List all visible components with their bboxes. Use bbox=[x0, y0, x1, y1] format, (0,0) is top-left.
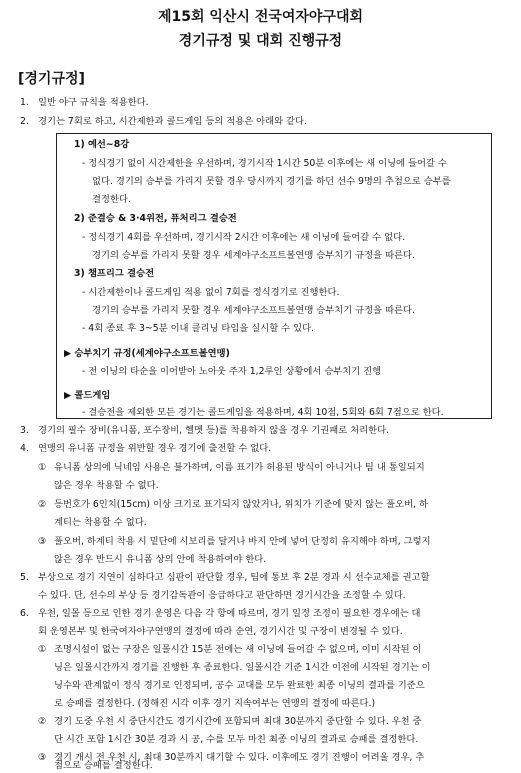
item-text-5: 수 있다. 단, 선수의 부상 등 경기감독관이 응급하다고 판단하면 경기시간을 조정할 수 있다. bbox=[38, 590, 406, 601]
rule-line: - 전 이닝의 타순을 이어받아 노아웃 주자 1,2루인 상황에서 승부치기 진행 bbox=[82, 366, 382, 377]
sub-line: 첨으로 승패를 결정한다. bbox=[54, 760, 153, 771]
sub-mark: ① bbox=[38, 644, 47, 655]
sub-line: 계티는 착용할 수 없다. bbox=[54, 517, 147, 528]
sub-line: 경기 개시 전 우천 시, 최대 30분까지 대기할 수 있다. 이후에도 경기 진행이 어려울 경우, 추 bbox=[54, 752, 425, 763]
item-number-2: 2. bbox=[20, 116, 29, 127]
sub-line: 않은 경우 착용할 수 없다. bbox=[54, 480, 159, 491]
sub-line: 닝은 일몰시간까지 경기를 진행한 후 종료한다. 일몰시간 기준 1시간 이전에 시작된 경기는 이 bbox=[54, 662, 431, 673]
item-number-1: 1. bbox=[20, 97, 29, 108]
sub-line: 단 시간 포함 1시간 30분 경과 시 공, 수를 모두 마친 최종 이닝의 결과로 승패를 결정한다. bbox=[54, 734, 419, 745]
rule-heading-preliminary: 1) 예선~8강 bbox=[74, 139, 130, 150]
item-number-5: 5. bbox=[20, 572, 29, 583]
sub-line: 경기 도중 우천 시 중단시간도 경기시간에 포함되며 최대 30분까지 중단할 수 있다. 우천 중 bbox=[54, 716, 422, 727]
sub-line: 않은 경우 반드시 유니폼 상의 안에 착용하여야 한다. bbox=[54, 554, 267, 565]
rule-line: 없다. 경기의 승부를 가리지 못할 경우 당시까지 경기를 하던 선수 9명의 추첨으로 승부를 bbox=[92, 176, 451, 187]
item-text-4: 연맹의 유니폼 규정을 위반할 경우 경기에 출전할 수 없다. bbox=[38, 443, 272, 454]
sub-mark: ① bbox=[38, 462, 47, 473]
sub-line: 조명시설이 없는 구장은 일몰시간 15분 전에는 새 이닝에 들어갈 수 없으며, 이미 시작된 이 bbox=[54, 644, 422, 655]
item-number-3: 3. bbox=[20, 425, 29, 436]
sub-mark: ② bbox=[38, 716, 47, 727]
sub-mark: ② bbox=[38, 499, 47, 510]
item-text-2: 경기는 7회로 하고, 시간제한과 콜드게임 등의 적용은 아래와 같다. bbox=[38, 116, 307, 127]
item-text-3: 경기의 필수 장비(유니폼, 포수장비, 헬멧 등)를 착용하지 않을 경우 기권패로 처리한다. bbox=[38, 425, 390, 436]
document-subtitle: 경기규정 및 대회 진행규정 bbox=[178, 33, 343, 49]
rule-line: - 결승전을 제외한 모든 경기는 콜드게임을 적용하며, 4회 10점, 5회와 6회 7점으로 한다. bbox=[82, 407, 444, 418]
sub-mark: ③ bbox=[38, 752, 47, 763]
rule-heading-called-game: ▶ 콜드게임 bbox=[64, 390, 111, 401]
rule-line: - 정식경기 4회를 우선하며, 경기시작 2시간 이후에는 새 이닝에 들어갈 수 없다. bbox=[82, 232, 406, 243]
item-text-1: 일반 야구 규칙을 적용한다. bbox=[38, 97, 149, 108]
rule-line: 경기의 승부를 가리지 못할 경우 세계야구소프트볼연맹 승부치기 규정을 따른다. bbox=[92, 305, 415, 316]
document-title: 제15회 익산시 전국여자야구대회 bbox=[157, 9, 364, 25]
rule-line: - 시간제한이나 콜드게임 적용 없이 7회를 정식경기로 진행한다. bbox=[82, 287, 340, 298]
item-text-5: 부상으로 경기 지연이 심하다고 심판이 판단할 경우, 팀에 통보 후 2분 경과 시 선수교체를 권고할 bbox=[38, 572, 430, 583]
sub-mark: ③ bbox=[38, 536, 47, 547]
item-number-6: 6. bbox=[20, 608, 29, 619]
sub-line: 로 승패를 결정한다. (정해진 시각 이후 경기 지속여부는 연맹의 결정에 따른다.) bbox=[54, 698, 376, 709]
item-text-6: 회 운영본부 및 한국여자야구연맹의 결정에 따라 순연, 경기시간 및 구장이 변경될 수 있다. bbox=[38, 626, 403, 637]
sub-line: 유니폼 상의에 닉네임 사용은 불가하며, 이름 표기가 허용된 방식이 아니거나 팀 내 통일되지 bbox=[54, 462, 425, 473]
item-text-6: 우천, 일몰 등으로 인한 경기 운영은 다음 각 항에 따르며, 경기 일정 조정이 필요한 경우에는 대 bbox=[38, 608, 421, 619]
rule-line: 결정한다. bbox=[92, 194, 131, 205]
sub-line: 닝수와 관계없이 정식 경기로 인정되며, 공수 교대를 모두 완료한 최종 이닝의 결과를 기준으 bbox=[54, 680, 425, 691]
rule-heading-semifinal: 2) 준결승 & 3·4위전, 퓨처리그 결승전 bbox=[74, 213, 237, 224]
rule-line: 경기의 승부를 가리지 못할 경우 세계야구소프트볼연맹 승부치기 규정을 따른다. bbox=[92, 250, 415, 261]
sub-line: 등번호가 6인치(15cm) 이상 크기로 표기되지 않았거나, 위치가 기준에 맞지 않는 풀오버, 하 bbox=[54, 499, 428, 510]
item-number-4: 4. bbox=[20, 443, 29, 454]
rule-line: - 정식경기 없이 시간제한을 우선하며, 경기시작 1시간 50분 이후에는 새 이닝에 들어갈 수 bbox=[82, 158, 447, 169]
rule-heading-tiebreak: ▶ 승부치기 규정(세계야구소프트볼연맹) bbox=[64, 348, 230, 359]
section-heading: [경기규정] bbox=[18, 71, 85, 87]
rule-line: - 4회 종료 후 3~5분 이내 클리닝 타임을 실시할 수 있다. bbox=[82, 323, 315, 334]
sub-line: 풀오버, 하계티 착용 시 밑단에 시보리를 달거나 바지 안에 넣어 단정히 유지해야 하며, 그렇지 bbox=[54, 536, 431, 547]
rule-heading-champ-final: 3) 챔프리그 결승전 bbox=[74, 268, 155, 279]
